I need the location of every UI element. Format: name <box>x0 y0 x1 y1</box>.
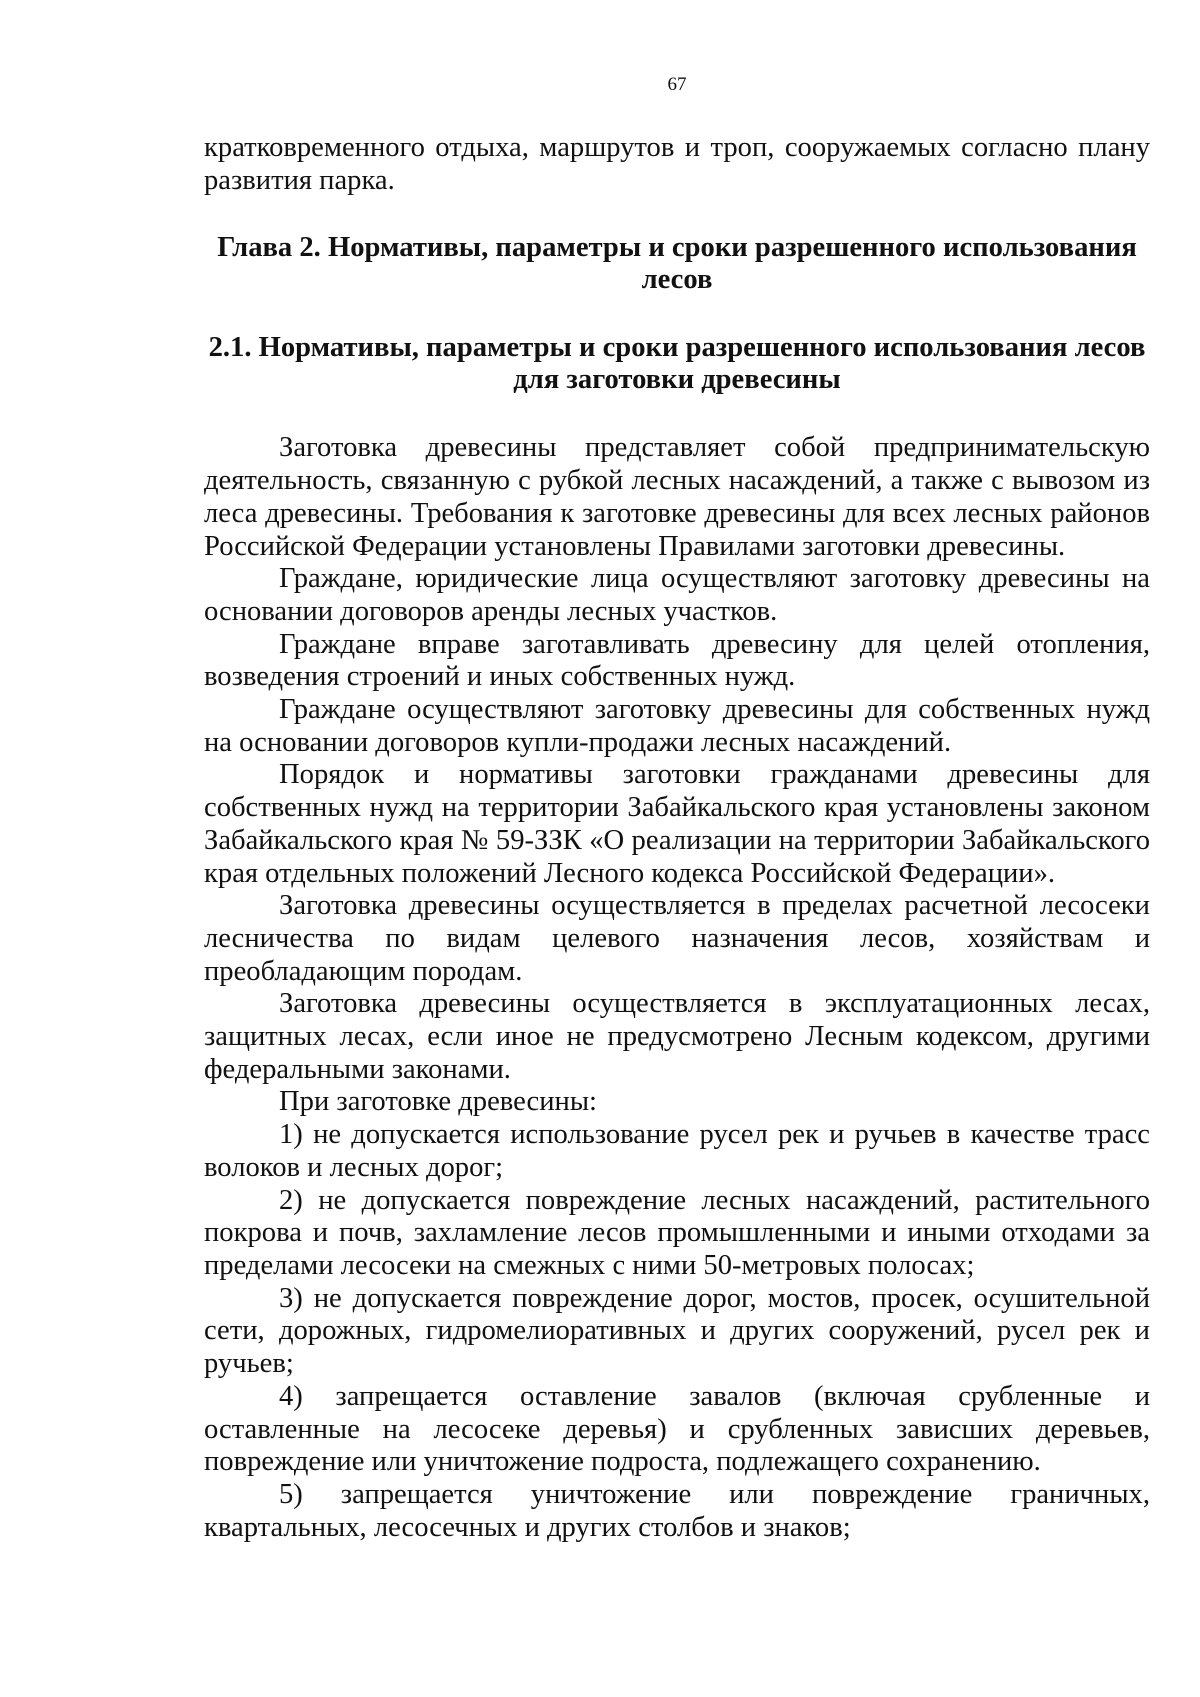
paragraph: Граждане осуществляют заготовку древесины для собственных нужд на основании договоров купли-продажи лесных насаждений. <box>204 694 1150 758</box>
paragraph: Порядок и нормативы заготовки гражданами древесины для собственных нужд на территории Забайкальского края установлены законом Забайкальского края № 59-ЗЗК «О реализации на территории Забайкальского края отдельных положений Лесного кодекса Российской Федерации». <box>204 759 1150 889</box>
list-item: 4) запрещается оставление завалов (включая срубленные и оставленные на лесосеке деревья) и срубленных зависших деревьев, повреждение или уничтожение подроста, подлежащего сохранению. <box>204 1380 1150 1478</box>
chapter-heading: Глава 2. Нормативы, параметры и сроки разрешенного использования лесов <box>217 232 1137 296</box>
list-item: 3) не допускается повреждение дорог, мостов, просек, осушительной сети, дорожных, гидромелиоративных и других сооружений, русел рек и ручьев; <box>204 1282 1150 1380</box>
paragraph: Граждане, юридические лица осуществляют заготовку древесины на основании договоров аренды лесных участков. <box>204 563 1150 627</box>
continuation-paragraph: кратковременного отдыха, маршрутов и троп, сооружаемых согласно плану развития парка. <box>204 132 1150 196</box>
list-item: 5) запрещается уничтожение или повреждение граничных, квартальных, лесосечных и других столбов и знаков; <box>204 1478 1150 1543</box>
paragraph: Заготовка древесины осуществляется в эксплуатационных лесах, защитных лесах, если иное не предусмотрено Лесным кодексом, другими федеральными законами. <box>204 988 1150 1085</box>
body-text <box>204 432 1150 1544</box>
section-heading: 2.1. Нормативы, параметры и сроки разрешенного использования лесов для заготовки древесины <box>208 332 1146 396</box>
page-number: 67 <box>667 74 687 95</box>
page-content <box>204 132 1150 1544</box>
list-item: 1) не допускается использование русел рек и ручьев в качестве трасс волоков и лесных дорог; <box>204 1119 1150 1183</box>
paragraph: Граждане вправе заготавливать древесину для целей отопления, возведения строений и иных собственных нужд. <box>204 628 1150 693</box>
paragraph: При заготовке древесины: <box>279 1086 597 1118</box>
list-item: 2) не допускается повреждение лесных насаждений, растительного покрова и почв, захламление лесов промышленными и иными отходами за пределами лесосеки на смежных с ними 50-метровых полосах; <box>204 1184 1150 1281</box>
paragraph: Заготовка древесины осуществляется в пределах расчетной лесосеки лесничества по видам целевого назначения лесов, хозяйствам и преобладающим породам. <box>204 890 1150 987</box>
paragraph: Заготовка древесины представляет собой предпринимательскую деятельность, связанную с рубкой лесных насаждений, а также с вывозом из леса древесины. Требования к заготовке древесины для всех лесных районов Российской Федерации установлены Правилами заготовки древесины. <box>204 432 1150 562</box>
